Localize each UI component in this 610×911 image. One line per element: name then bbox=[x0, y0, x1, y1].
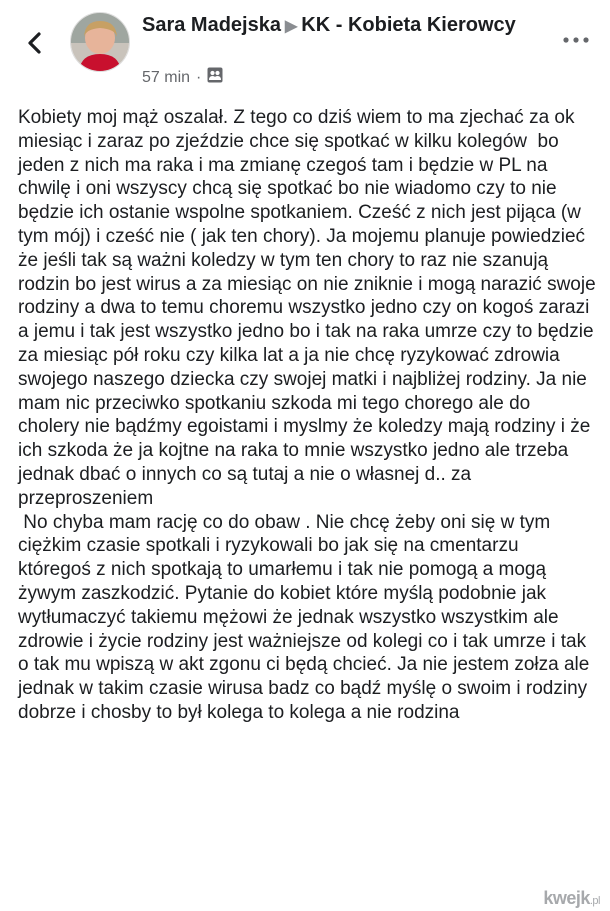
post-header bbox=[0, 0, 610, 100]
more-icon[interactable] bbox=[556, 28, 596, 52]
group-audience-icon bbox=[207, 67, 223, 88]
post-meta bbox=[142, 67, 223, 88]
meta-separator: · bbox=[196, 68, 202, 86]
share-arrow-icon: ▶ bbox=[284, 18, 298, 35]
watermark bbox=[543, 888, 600, 909]
author-name[interactable]: Sara Madejska bbox=[142, 14, 281, 36]
group-name[interactable]: KK - Kobieta Kierowcy bbox=[301, 14, 516, 36]
post-body: Kobiety moj mąż oszalał. Z tego co dziś wiem to ma zjechać za ok miesiąc i zaraz po zjeździe chce się spotkać w kilku kolegów bo jeden z nich ma raka i ma zmianę czegoś tam i będzie w PL na chwilę i oni wszyscy chcą się spotkać bo nie wiadomo czy to nie będzie ich ostanie wspolne spotkaniem. Cześć z nich jest pijąca (w tym mój) i cześć nie ( jak ten chory). Ja mojemu planuje powiedzieć że jeśli tak są ważni koledzy w tym ten chory to raz nie szanują rodzin bo jest wirus a za miesiąc on nie zniknie i mogą narazić swoje rodziny a dwa to temu choremu wszystko jedno czy on kogoś zarazi a jemu i tak jest wszystko jedno bo i tak na raka umrze czy to będzie za miesiąc pół roku czy kilka lat a ja nie chcę ryzykować zdrowia swojego naszego dziecka czy swojej matki i najbliżej rodziny. Ja nie mam nic przeciwko spotkaniu szkoda mi tego chorego ale do cholery nie bądźmy egoistami i myslmy że koledzy mają rodziny i że ich szkoda że ja kojtne na raka to mnie wszystko jedno ale trzeba jednak dbać o innych co są tutaj a nie o własnej d.. za przeproszeniem No chyba mam rację co do obaw . Nie chcę żeby oni się w tym ciężkim czasie spotkali i ryzykowali bo jak się na cmentarzu któregoś z nich spotkają to umarłemu i tak nie pomogą a mogą żywym zaszkodzić. Pytanie do kobiet które myślą podobnie jak wytłumaczyć takiemu mężowi że jednak wszystko wszystkim ale zdrowie i życie rodziny jest ważniejsze od kolegi co i tak umrze i tak o tak mu wpiszą w akt zgonu ci będą chcieć. Ja nie jestem zołza ale jednak w takim czasie wirusa badz co bądź myślę o swoim i rodziny dobrze i chosby to był kolega to kolega a nie rodzina bbox=[18, 107, 596, 723]
avatar[interactable] bbox=[70, 12, 130, 72]
timestamp[interactable]: 57 min bbox=[142, 68, 191, 86]
watermark-brand: kwejk bbox=[543, 888, 590, 908]
watermark-tld: .pl bbox=[589, 895, 600, 907]
back-arrow-icon[interactable] bbox=[20, 26, 50, 60]
post-title bbox=[142, 12, 542, 40]
